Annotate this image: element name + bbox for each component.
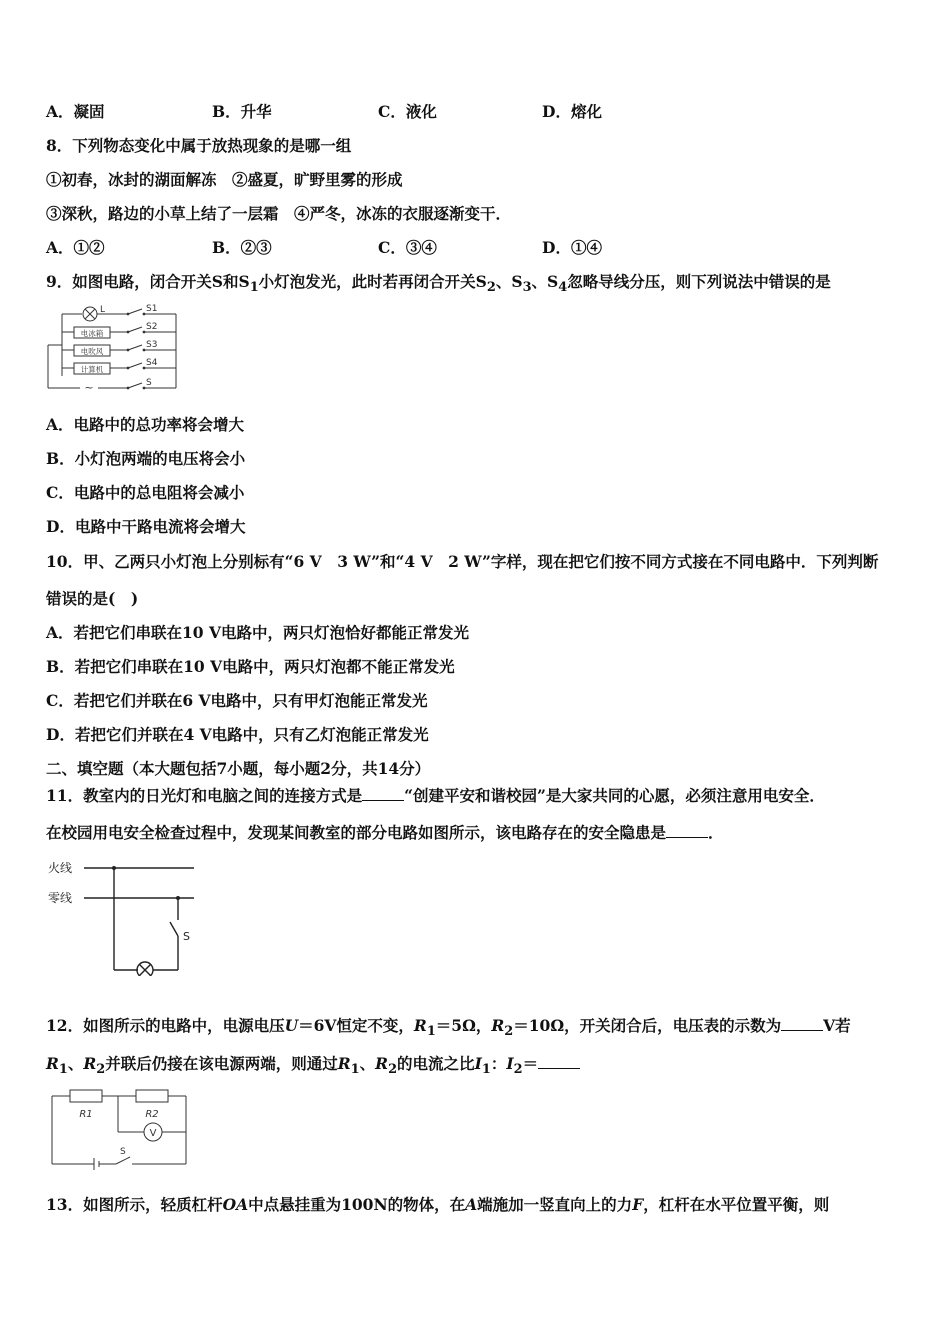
q12-switch-label: S	[120, 1147, 126, 1157]
q9-computer-label: 计算机	[80, 365, 104, 374]
q9-fridge-label: 电冰箱	[80, 329, 104, 338]
q11-wiring-diagram	[44, 852, 204, 976]
q8-option-c: C．③④	[378, 238, 437, 257]
q11-live-wire-label: 火线	[48, 861, 73, 875]
q9-switch-s3: S3	[146, 340, 158, 350]
q9-stem: 9．如图电路，闭合开关S和$S_1$小灯泡发光，此时若再闭合开关$S_2$、$S_3$、$S_4$忽略导线分压，则下列说法中错误的是	[46, 272, 831, 296]
q9-option-c: C．电路中的总电阻将会减小	[46, 483, 245, 502]
section-heading: 二、填空题（本大题包括7小题，每小题2分，共14分）	[46, 759, 431, 778]
q12-stem-line2: $R_1$、$R_2$并联后仍接在该电源两端，则通过$R_1$、$R_2$的电流之比$I_1$：$I_2=$	[46, 1052, 580, 1081]
q8-option-a: A．①②	[46, 238, 105, 257]
q10-stem-line2: 错误的是( )	[46, 589, 139, 608]
q9-switch-s1: S1	[146, 304, 158, 314]
q10-option-a: A．若把它们串联在10 V电路中，两只灯泡恰好都能正常发光	[46, 623, 470, 642]
q7-option-b: B．升华	[212, 102, 272, 121]
q12-r2-label: R2	[145, 1109, 159, 1120]
q7-option-c: C．液化	[378, 102, 437, 121]
q9-switch-s: S	[146, 378, 152, 388]
q12-voltmeter-label: V	[149, 1128, 157, 1139]
q9-ac-source: ~	[84, 381, 94, 392]
q12-blank-1[interactable]	[781, 1014, 823, 1031]
q12-stem-line1: 12．如图所示的电路中，电源电压U＝6V恒定不变，$R_1=5\Omega$，$R_2=10\Omega$，开关闭合后，电压表的示数为 V若	[46, 1016, 851, 1040]
q8-stem: 8．下列物态变化中属于放热现象的是哪一组	[46, 136, 352, 155]
q9-dryer-label: 电吹风	[80, 347, 104, 356]
q8-option-d: D．①④	[542, 238, 602, 257]
q9-switch-s4: S4	[146, 358, 158, 368]
q12-r1-label: R1	[79, 1109, 93, 1120]
q9-switch-s2: S2	[146, 322, 158, 332]
q8-item-2: ③深秋，路边的小草上结了一层霜 ④严冬，冰冻的衣服逐渐变干．	[46, 204, 512, 223]
q9-option-d: D．电路中干路电流将会增大	[46, 517, 246, 536]
q8-item-1: ①初春，冰封的湖面解冻 ②盛夏，旷野里雾的形成	[46, 170, 403, 189]
q11-blank-2[interactable]	[666, 821, 708, 838]
q9-circuit-diagram	[44, 300, 184, 392]
q9-option-a: A．电路中的总功率将会增大	[46, 415, 245, 434]
q11-stem-line1: 11．教室内的日光灯和电脑之间的连接方式是 “创建平安和谐校园”是大家共同的心愿，必须注意用电安全．	[46, 786, 825, 805]
q10-stem-line1: 10．甲、乙两只小灯泡上分别标有“6 V 3 W”和“4 V 2 W”字样，现在把它们按不同方式接在不同电路中．下列判断	[46, 552, 879, 571]
q10-option-b: B．若把它们串联在10 V电路中，两只灯泡都不能正常发光	[46, 657, 455, 676]
q11-stem-line2: 在校园用电安全检查过程中，发现某间教室的部分电路如图所示，该电路存在的安全隐患是 ．	[46, 823, 724, 842]
q7-option-a: A．凝固	[46, 102, 105, 121]
q9-lamp-label: L	[100, 305, 106, 315]
q12-blank-2[interactable]	[538, 1052, 580, 1069]
q7-option-d: D．熔化	[542, 102, 602, 121]
q11-switch-label: S	[183, 930, 190, 943]
q10-option-c: C．若把它们并联在6 V电路中，只有甲灯泡能正常发光	[46, 691, 428, 710]
q9-option-b: B．小灯泡两端的电压将会小	[46, 449, 246, 468]
q13-stem: 13．如图所示，轻质杠杆OA中点悬挂重为100N的物体，在A端施加一竖直向上的力F，杠杆在水平位置平衡，则	[46, 1195, 830, 1214]
q12-circuit-diagram	[46, 1086, 196, 1170]
q8-option-b: B．②③	[212, 238, 272, 257]
q11-blank-1[interactable]	[362, 784, 404, 801]
q11-neutral-wire-label: 零线	[48, 891, 73, 905]
q10-option-d: D．若把它们并联在4 V电路中，只有乙灯泡能正常发光	[46, 725, 429, 744]
